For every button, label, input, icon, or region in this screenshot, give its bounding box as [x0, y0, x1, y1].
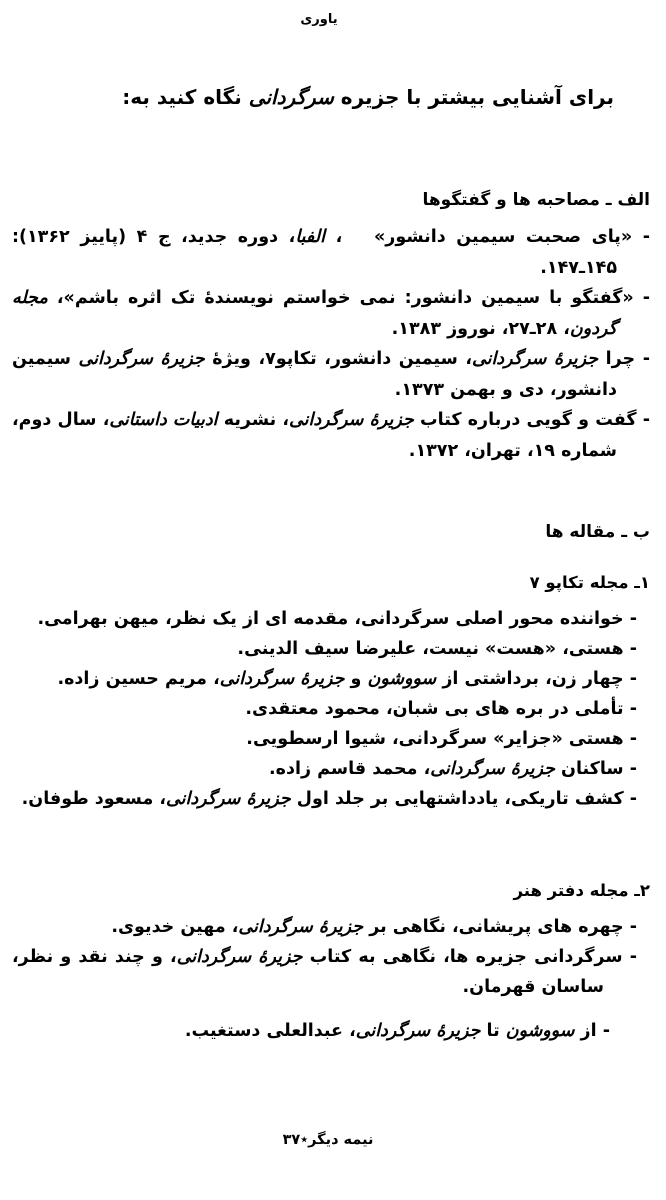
- subsection-2-heading: ۲ـ مجله دفتر هنر: [513, 881, 650, 900]
- bibliography-entry: - «گفتگو با سیمین دانشور: نمی خواستم نویسندهٔ تک اثره باشم»، مجله گردون، ۲۸ـ۲۷، نوروز ۱۳۸۳.: [12, 288, 650, 339]
- bibliography-entry: - هستی «جزایر» سرگردانی، شیوا ارسطویی.: [246, 729, 637, 749]
- bibliography-entry: - کشف تاریکی، یادداشتهایی بر جلد اول جزیرهٔ سرگردانی، مسعود طوفان.: [21, 789, 637, 809]
- page-footer: نیمه دیگر٭۳۷: [282, 1132, 374, 1148]
- bibliography-entry: - هستی، «هست» نیست، علیرضا سیف الدینی.: [237, 639, 637, 659]
- bibliography-entry: - گفت و گویی درباره کتاب جزیرهٔ سرگردانی، نشریه ادبیات داستانی، سال دوم، شماره ۱۹، تهران، ۱۳۷۲.: [12, 410, 650, 461]
- bibliography-entry: - خواننده محور اصلی سرگردانی، مقدمه ای از یک نظر، میهن بهرامی.: [37, 609, 637, 629]
- bibliography-entry: - سرگردانی جزیره ها، نگاهی به کتاب جزیرهٔ سرگردانی، و چند نقد و نظر، ساسان قهرمان.: [12, 947, 637, 997]
- bibliography-entry: - چهار زن، برداشتی از سووشون و جزیرهٔ سرگردانی، مریم حسین زاده.: [57, 669, 637, 689]
- page-title: برای آشنایی بیشتر با جزیره سرگردانی نگاه کنید به:: [122, 85, 614, 109]
- running-header: یاوری: [300, 12, 338, 27]
- bibliography-entry: - چهره های پریشانی، نگاهی بر جزیرهٔ سرگردانی، مهین خدیوی.: [111, 917, 637, 937]
- section-articles: [12, 518, 650, 554]
- subsection-daftar-honar: [12, 878, 650, 1046]
- section-b-heading: ب ـ مقاله ها: [545, 522, 650, 542]
- bibliography-entry: - چرا جزیرهٔ سرگردانی، سیمین دانشور، تکاپو۷، ویژهٔ جزیرهٔ سرگردانی سیمین دانشور، دی و بهمن ۱۳۷۳.: [12, 349, 650, 400]
- bibliography-entry: - از سووشون تا جزیرهٔ سرگردانی، عبدالعلی دستغیب.: [184, 1021, 610, 1041]
- subsection-1-heading: ۱ـ مجله تکاپو ۷: [529, 573, 650, 592]
- bibliography-entry: - ساکنان جزیرهٔ سرگردانی، محمد قاسم زاده.: [269, 759, 637, 779]
- section-interviews: [12, 186, 650, 466]
- section-a-heading: الف ـ مصاحبه ها و گفتگوها: [422, 190, 650, 210]
- subsection-takapu: [12, 570, 650, 814]
- bibliography-entry: - تأملی در بره های بی شبان، محمود معتقدی.: [245, 699, 637, 719]
- bibliography-entry: - «پای صحبت سیمین دانشور» ، الفبا، دوره جدید، ج ۴ (پاییز ۱۳۶۲): ۱۴۵ـ۱۴۷.: [12, 227, 650, 278]
